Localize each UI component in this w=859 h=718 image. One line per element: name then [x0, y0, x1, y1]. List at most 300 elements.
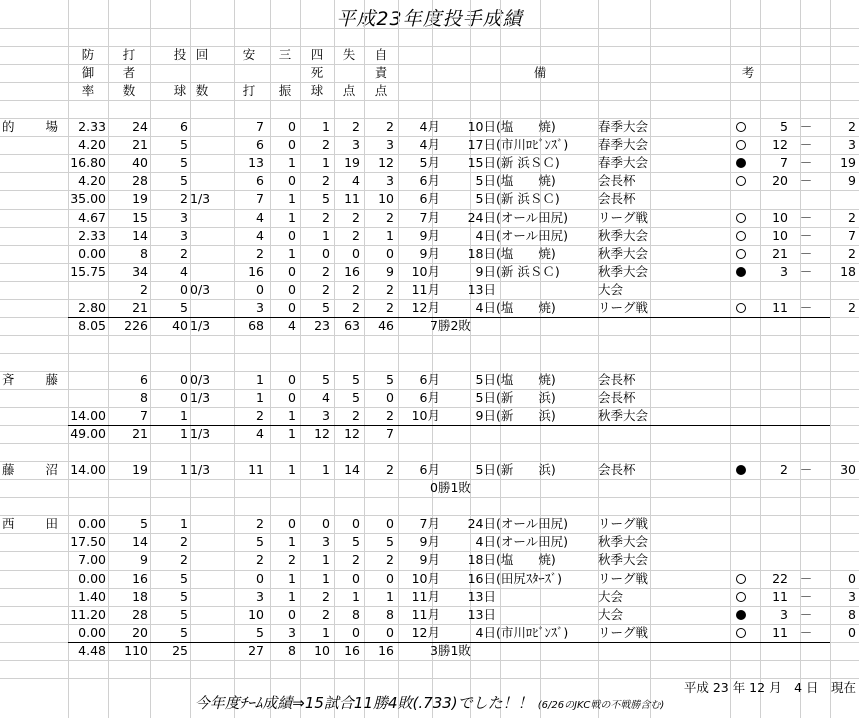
- stat-bf: 28: [132, 173, 148, 189]
- score-us: [750, 281, 788, 299]
- game-opponent: (オール田尻): [496, 534, 569, 550]
- total-ip1: 25: [172, 642, 188, 658]
- stat-ip1: 1: [180, 516, 188, 532]
- total-bb: 23: [314, 317, 330, 333]
- stat-ip1: 3: [180, 227, 188, 243]
- win-circle-icon: [736, 574, 746, 584]
- stat-bb: 2: [322, 263, 330, 279]
- total-h: 27: [248, 642, 264, 658]
- stat-r: 19: [344, 155, 360, 171]
- game-day: 13日: [467, 588, 496, 604]
- stat-r: 2: [352, 227, 360, 243]
- stat-ip2: [190, 172, 230, 190]
- game-day: 24日: [467, 209, 496, 225]
- stat-r: 8: [352, 606, 360, 622]
- stat-h: 3: [256, 299, 264, 315]
- stat-er: 0: [386, 516, 394, 532]
- stat-er: 1: [386, 227, 394, 243]
- stat-h: 3: [256, 588, 264, 604]
- stat-era: 35.00: [70, 191, 106, 207]
- stat-r: 0: [352, 516, 360, 532]
- game-month: 9月: [419, 552, 440, 568]
- stat-ip2: [190, 263, 230, 281]
- stat-h: 4: [256, 209, 264, 225]
- score-dash: [796, 551, 816, 569]
- header-bf-2: 者: [122, 65, 136, 81]
- stat-bb: 0: [322, 245, 330, 261]
- game-month: 9月: [419, 227, 440, 243]
- stat-ip1: 1: [180, 462, 188, 478]
- header-er-2: 責: [374, 65, 388, 81]
- game-day: 17日: [467, 137, 496, 153]
- season-summary: [0, 692, 859, 714]
- total-ip1: 1: [180, 426, 188, 442]
- game-event: 大会: [598, 281, 624, 297]
- stat-so: 1: [288, 588, 296, 604]
- stat-h: 5: [256, 624, 264, 640]
- stat-ip2: [190, 209, 230, 227]
- stat-ip1: 5: [180, 173, 188, 189]
- total-bb: 12: [314, 426, 330, 442]
- game-event: 会長杯: [598, 371, 636, 387]
- stat-r: 11: [344, 191, 360, 207]
- game-month: 7月: [419, 516, 440, 532]
- stat-r: 2: [352, 281, 360, 297]
- stat-era: 1.40: [78, 588, 106, 604]
- stat-er: 0: [386, 570, 394, 586]
- grid-row-line: [0, 497, 859, 498]
- stat-r: 5: [352, 390, 360, 405]
- stat-ip1: 4: [180, 263, 188, 279]
- score-them: 3: [848, 137, 856, 153]
- total-record: 3勝1敗: [430, 642, 471, 658]
- stat-er: 2: [386, 119, 394, 135]
- stat-ip2: [190, 299, 230, 317]
- stat-bf: 34: [132, 263, 148, 279]
- win-circle-icon: [736, 592, 746, 602]
- header-bf-3: 数: [122, 83, 136, 99]
- stat-bb: 5: [322, 371, 330, 387]
- game-opponent: (塩 焼): [496, 245, 556, 261]
- stat-ip2: 1/3: [190, 462, 211, 478]
- score-dash: －: [799, 624, 813, 640]
- stat-era: 2.33: [78, 119, 106, 135]
- score-us: 3: [780, 606, 788, 622]
- score-dash: [796, 389, 816, 407]
- score-them: 7: [848, 227, 856, 243]
- stat-h: 7: [256, 119, 264, 135]
- game-event: リーグ戦: [598, 570, 649, 586]
- stat-er: 3: [386, 173, 394, 189]
- header-hits-1: 安: [242, 47, 256, 63]
- score-dash: [796, 281, 816, 299]
- stat-so: 1: [288, 209, 296, 225]
- stat-r: 2: [352, 119, 360, 135]
- stat-er: 9: [386, 263, 394, 279]
- total-er: 16: [378, 642, 394, 658]
- total-record: 7勝2敗: [430, 317, 471, 333]
- stat-bb: 2: [322, 281, 330, 297]
- stat-ip2: 0/3: [190, 281, 211, 297]
- grid-row-line: [0, 443, 859, 444]
- stat-era: 17.50: [70, 534, 106, 550]
- stat-ip2: [190, 551, 230, 569]
- stat-bf: 16: [132, 570, 148, 586]
- score-dash: －: [799, 299, 813, 315]
- game-month: 11月: [411, 588, 440, 604]
- stat-bf: 6: [140, 371, 148, 387]
- stat-r: 0: [352, 570, 360, 586]
- score-them: 2: [848, 209, 856, 225]
- header-bb-3: 球: [310, 83, 324, 99]
- score-us: 7: [780, 155, 788, 171]
- stat-ip2: [190, 407, 230, 425]
- game-day: 4日: [475, 299, 496, 315]
- score-dash: [796, 407, 816, 425]
- stat-h: 16: [248, 263, 264, 279]
- game-opponent: [496, 281, 596, 299]
- score-them: 2: [848, 119, 856, 135]
- total-ip2: 1/3: [190, 317, 211, 333]
- stat-era: 2.80: [78, 299, 106, 315]
- stat-er: 2: [386, 281, 394, 297]
- score-dash: －: [799, 227, 813, 243]
- stat-ip1: 2: [180, 191, 188, 207]
- score-dash: －: [799, 173, 813, 189]
- stat-era: 0.00: [78, 245, 106, 261]
- header-era-2: 御: [81, 65, 95, 81]
- score-them: [820, 515, 856, 533]
- header-hits-2: 打: [242, 83, 256, 99]
- game-month: 12月: [411, 624, 440, 640]
- score-us: 20: [772, 173, 788, 189]
- game-month: 9月: [419, 534, 440, 550]
- stat-ip1: 5: [180, 624, 188, 640]
- game-opponent: (塩 焼): [496, 173, 556, 189]
- stat-bf: 2: [140, 281, 148, 297]
- stat-h: 0: [256, 570, 264, 586]
- header-so-2: 振: [278, 83, 292, 99]
- win-circle-icon: [736, 213, 746, 223]
- stat-r: 0: [352, 245, 360, 261]
- game-opponent: (新 浜): [496, 408, 556, 424]
- game-opponent: [496, 588, 596, 606]
- stat-bb: 1: [322, 552, 330, 568]
- score-us: [750, 551, 788, 569]
- game-month: 10月: [411, 263, 440, 279]
- score-us: 11: [772, 299, 788, 315]
- score-dash: －: [799, 119, 813, 135]
- stat-bf: 8: [140, 390, 148, 405]
- stat-bb: 4: [322, 390, 330, 405]
- total-ip1: 40: [172, 317, 188, 333]
- stat-bb: 2: [322, 209, 330, 225]
- score-us: 21: [772, 245, 788, 261]
- score-them: 18: [840, 263, 856, 279]
- header-er-1: 自: [374, 47, 388, 63]
- stat-ip1: 5: [180, 299, 188, 315]
- stat-ip1: 3: [180, 209, 188, 225]
- game-day: 15日: [467, 155, 496, 171]
- stat-so: 0: [288, 263, 296, 279]
- stat-h: 6: [256, 173, 264, 189]
- stat-r: 16: [344, 263, 360, 279]
- stat-bf: 9: [140, 552, 148, 568]
- score-us: [750, 190, 788, 208]
- stat-ip1: 1: [180, 408, 188, 424]
- pitcher-name: 西 田: [2, 516, 61, 532]
- score-them: [820, 281, 856, 299]
- game-day: 5日: [475, 173, 496, 189]
- stat-so: 0: [288, 516, 296, 532]
- game-month: 5月: [419, 155, 440, 171]
- game-opponent: (新 浜): [496, 390, 556, 405]
- stat-er: 5: [386, 371, 394, 387]
- game-event: 秋季大会: [598, 227, 649, 243]
- stat-er: 10: [378, 191, 394, 207]
- win-circle-icon: [736, 140, 746, 150]
- game-event: 秋季大会: [598, 263, 649, 279]
- stat-ip1: 5: [180, 570, 188, 586]
- stat-ip2: 1/3: [190, 191, 211, 207]
- score-them: 0: [848, 624, 856, 640]
- total-era: 49.00: [70, 426, 106, 442]
- game-day: 16日: [467, 570, 496, 586]
- stat-bf: 19: [132, 191, 148, 207]
- stat-so: 0: [288, 390, 296, 405]
- stat-h: 10: [248, 606, 264, 622]
- stat-bf: 7: [140, 408, 148, 424]
- score-them: [820, 190, 856, 208]
- game-day: 5日: [475, 462, 496, 478]
- score-us: 12: [772, 137, 788, 153]
- game-month: 6月: [419, 191, 440, 207]
- total-er: 7: [386, 426, 394, 442]
- stat-bb: 1: [322, 119, 330, 135]
- game-event: 秋季大会: [598, 245, 649, 261]
- stat-era: [68, 281, 106, 299]
- grid-row-line: [0, 28, 859, 29]
- grid-row-line: [0, 335, 859, 336]
- total-r: 16: [344, 642, 360, 658]
- score-them: 8: [848, 606, 856, 622]
- win-circle-icon: [736, 303, 746, 313]
- stat-era: 16.80: [70, 155, 106, 171]
- stat-bf: 19: [132, 462, 148, 478]
- header-inn-2: 数: [195, 83, 209, 99]
- stat-h: 2: [256, 552, 264, 568]
- stat-bf: 5: [140, 516, 148, 532]
- stat-r: 2: [352, 209, 360, 225]
- game-opponent: (塩 焼): [496, 119, 556, 135]
- stat-bf: 21: [132, 137, 148, 153]
- game-day: 4日: [475, 534, 496, 550]
- game-day: 10日: [467, 119, 496, 135]
- stat-so: 0: [288, 227, 296, 243]
- stat-er: 0: [386, 245, 394, 261]
- stat-bb: 5: [322, 191, 330, 207]
- stat-era: 0.00: [78, 570, 106, 586]
- game-month: 9月: [419, 245, 440, 261]
- game-event: 会長杯: [598, 390, 636, 405]
- score-them: 2: [848, 299, 856, 315]
- game-day: 9日: [475, 408, 496, 424]
- stat-ip2: [190, 118, 230, 136]
- score-us: [750, 533, 788, 551]
- header-remarks-2: 考: [741, 65, 755, 81]
- score-dash: －: [799, 245, 813, 261]
- stat-h: 0: [256, 281, 264, 297]
- stat-ip1: 2: [180, 245, 188, 261]
- stat-ip1: 0: [180, 281, 188, 297]
- stat-er: 2: [386, 462, 394, 478]
- game-month: 11月: [411, 606, 440, 622]
- grid-row-line: [0, 100, 859, 101]
- game-opponent: (オール田尻): [496, 516, 569, 532]
- score-us: 3: [780, 263, 788, 279]
- stat-r: 2: [352, 552, 360, 568]
- total-er: 46: [378, 317, 394, 333]
- stat-era: 14.00: [70, 462, 106, 478]
- stat-er: 3: [386, 137, 394, 153]
- win-circle-icon: [736, 122, 746, 132]
- score-dash: [796, 190, 816, 208]
- stat-ip2: [190, 624, 230, 642]
- game-opponent: (新 浜ＳＣ): [496, 263, 560, 279]
- total-bf: 226: [124, 317, 148, 333]
- stat-so: 0: [288, 137, 296, 153]
- stat-so: 0: [288, 371, 296, 387]
- stat-so: 1: [288, 570, 296, 586]
- stat-bf: 40: [132, 155, 148, 171]
- stat-r: 0: [352, 624, 360, 640]
- score-us: [750, 371, 788, 389]
- stat-so: 1: [288, 408, 296, 424]
- win-circle-icon: [736, 176, 746, 186]
- score-us: 2: [780, 462, 788, 478]
- game-event: 秋季大会: [598, 408, 649, 424]
- game-month: 10月: [411, 408, 440, 424]
- stat-ip2: [190, 227, 230, 245]
- stat-bb: 2: [322, 606, 330, 622]
- stat-so: 0: [288, 606, 296, 622]
- stat-era: 4.67: [78, 209, 106, 225]
- score-them: 19: [840, 155, 856, 171]
- grid-row-line: [0, 660, 859, 661]
- stat-era: 15.75: [70, 263, 106, 279]
- stat-h: 1: [256, 371, 264, 387]
- stat-bb: 1: [322, 227, 330, 243]
- game-event: 会長杯: [598, 462, 636, 478]
- stat-era: 11.20: [70, 606, 106, 622]
- season-summary-note: (6/26のJKC戦の不戦勝含む): [537, 700, 665, 711]
- stat-so: 2: [288, 552, 296, 568]
- header-inn-1: 回: [195, 47, 209, 63]
- stat-bb: 3: [322, 534, 330, 550]
- stat-ip1: 5: [180, 137, 188, 153]
- stat-h: 4: [256, 227, 264, 243]
- game-opponent: (塩 焼): [496, 371, 556, 387]
- stat-so: 0: [288, 173, 296, 189]
- header-remarks-1: 備: [533, 65, 547, 81]
- total-r: 12: [344, 426, 360, 442]
- stat-so: 1: [288, 191, 296, 207]
- stat-era: [68, 371, 106, 389]
- score-dash: [796, 533, 816, 551]
- stat-ip2: [190, 588, 230, 606]
- stat-ip2: 1/3: [190, 390, 211, 405]
- total-h: 4: [256, 426, 264, 442]
- stat-er: 0: [386, 390, 394, 405]
- score-us: [750, 407, 788, 425]
- score-dash: －: [799, 263, 813, 279]
- game-event: 会長杯: [598, 191, 636, 207]
- season-summary-main: 今年度ﾁｰﾑ成績⇒15試合11勝4敗(.733)でした！！: [194, 694, 533, 712]
- header-bb-2: 死: [310, 65, 324, 81]
- stat-er: 12: [378, 155, 394, 171]
- score-them: 0: [848, 570, 856, 586]
- stat-so: 1: [288, 245, 296, 261]
- total-r: 63: [344, 317, 360, 333]
- stat-r: 2: [352, 299, 360, 315]
- game-opponent: (塩 焼): [496, 552, 556, 568]
- game-opponent: (新 浜ＳＣ): [496, 191, 560, 207]
- total-so: 8: [288, 642, 296, 658]
- stat-ip1: 6: [180, 119, 188, 135]
- stat-bb: 3: [322, 408, 330, 424]
- sheet-title: 平成23年度投手成績: [336, 8, 523, 30]
- total-so: 4: [288, 317, 296, 333]
- stat-era: 4.20: [78, 137, 106, 153]
- stat-r: 4: [352, 173, 360, 189]
- stat-h: 2: [256, 245, 264, 261]
- stat-h: 7: [256, 191, 264, 207]
- stat-er: 0: [386, 624, 394, 640]
- stat-ip2: [190, 136, 230, 154]
- score-them: 2: [848, 245, 856, 261]
- game-opponent: (田尻ｽﾀｰｽﾞ): [496, 570, 563, 586]
- stat-bf: 28: [132, 606, 148, 622]
- pitcher-name: 藤 沼: [2, 462, 61, 478]
- game-day: 5日: [475, 191, 496, 207]
- game-month: 6月: [419, 173, 440, 189]
- score-us: 10: [772, 227, 788, 243]
- score-them: [820, 533, 856, 551]
- stat-h: 6: [256, 137, 264, 153]
- stat-ip2: [190, 570, 230, 588]
- total-ip2: 1/3: [190, 426, 211, 442]
- game-event: リーグ戦: [598, 516, 649, 532]
- game-month: 4月: [419, 119, 440, 135]
- game-event: リーグ戦: [598, 209, 649, 225]
- stat-era: [68, 389, 106, 407]
- total-bb: 10: [314, 642, 330, 658]
- total-record: 0勝1敗: [430, 480, 471, 496]
- score-them: 3: [848, 588, 856, 604]
- game-month: 6月: [419, 462, 440, 478]
- score-dash: －: [799, 155, 813, 171]
- score-dash: －: [799, 570, 813, 586]
- stat-ip2: [190, 245, 230, 263]
- stat-ip1: 5: [180, 155, 188, 171]
- stat-so: 1: [288, 462, 296, 478]
- game-day: 9日: [475, 263, 496, 279]
- game-event: 秋季大会: [598, 534, 649, 550]
- stat-bb: 0: [322, 516, 330, 532]
- total-era: 4.48: [78, 642, 106, 658]
- score-us: [750, 389, 788, 407]
- score-dash: [796, 371, 816, 389]
